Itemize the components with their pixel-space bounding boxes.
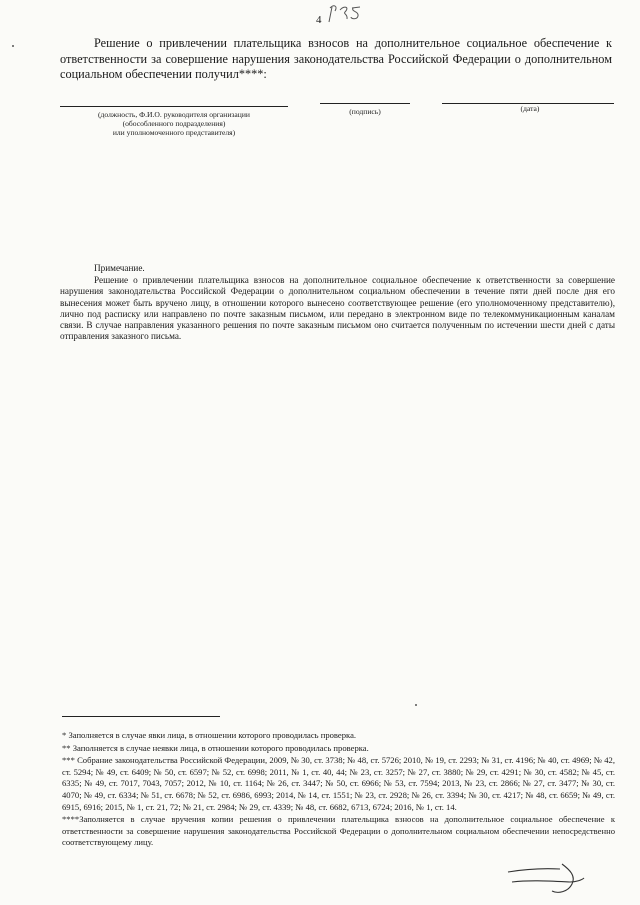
- position-label-line-2: (обособленного подразделения): [122, 119, 226, 128]
- handwritten-signature: [500, 858, 590, 898]
- handwritten-page-mark: [326, 2, 366, 24]
- position-label-line-1: (должность, Ф.И.О. руководителя организации: [98, 110, 250, 119]
- footnote-2: ** Заполняется в случае неявки лица, в отношении которого проводилась проверка.: [62, 742, 369, 753]
- footnotes: [62, 730, 615, 850]
- decision-received-paragraph: Решение о привлечении плательщика взносов на дополнительное социальное обеспечение к ответственности за совершение нарушения законодательства Российской Федерации о дополнительном социальном обеспечении получил****:: [60, 36, 612, 81]
- scan-speck: [415, 704, 417, 706]
- footnote-divider: [62, 716, 220, 717]
- note-body: Решение о привлечении плательщика взносов на дополнительное социальное обеспечение к ответственности за совершение нарушения законодательства Российской Федерации о дополнительном социальном обеспечении в течение пяти дней после дня его вынесения может быть вручено лицу, в отношении которого вынесено соответствующее решение (его уполномоченному представителю), лично под расписку или направлено по почте заказным письмом, или передано в электронном виде по телекоммуникационным каналам связи. В случае направления указанного решения по почте заказным письмом оно считается полученным по истечении шести дней с даты отправления заказного письма.: [60, 275, 615, 342]
- date-label: (дата): [520, 104, 540, 113]
- note-title: Примечание.: [94, 263, 145, 273]
- position-label: [60, 110, 288, 137]
- signature-label: (подпись): [349, 107, 381, 116]
- footnote-1: * Заполняется в случае явки лица, в отношении которого проводилась проверка.: [62, 730, 357, 740]
- page-number: 4: [316, 14, 322, 26]
- position-label-line-3: или уполномоченного представителя): [112, 128, 236, 137]
- signature-line: [320, 103, 410, 104]
- footnote-3: *** Собрание законодательства Российской Федерации, 2009, № 30, ст. 3738; № 48, ст. 5726; 2010, № 19, ст. 2293; № 31, ст. 4196; № 40, ст. 4969; № 42, ст. 5294; № 49, ст. 6409; № 50, ст. 6597; № 52, ст. 6998; 2011, № 1, ст. 40, 44; № 23, ст. 3257; № 27, ст. 3880; № 29, ст. 4291; № 30, ст. 4582; № 45, ст. 6335; № 49, ст. 7017, 7043, 7057; 2012, № 10, ст. 1164; № 26, ст. 3447; № 50, ст. 6966; № 53, ст. 7594; 2013, № 23, ст. 2866; № 27, ст. 3477; № 30, ст. 4070; № 49, ст. 6334; № 51, ст. 6678; № 52, ст. 6986, 6993; 2014, № 14, ст. 1551; № 23, ст. 2928; № 26, ст. 3394; № 30, ст. 4217; № 48, ст. 6659; № 49, ст. 6915, 6916; 2015, № 1, ст. 21, 72; № 21, ст. 2984; № 29, ст. 4339; № 48, ст. 6682, 6713, 6724; 2016, № 1, ст. 14.: [62, 755, 615, 812]
- scan-speck: [12, 45, 14, 47]
- footnote-4: ****Заполняется в случае вручения копии решения о привлечении плательщика взносов на дополнительное социальное обеспечение к ответственности за совершение нарушения законодательства Российской Федерации о дополнительном социальном обеспечении непосредственно соответствующему лицу.: [62, 814, 615, 848]
- position-name-line: [60, 106, 288, 107]
